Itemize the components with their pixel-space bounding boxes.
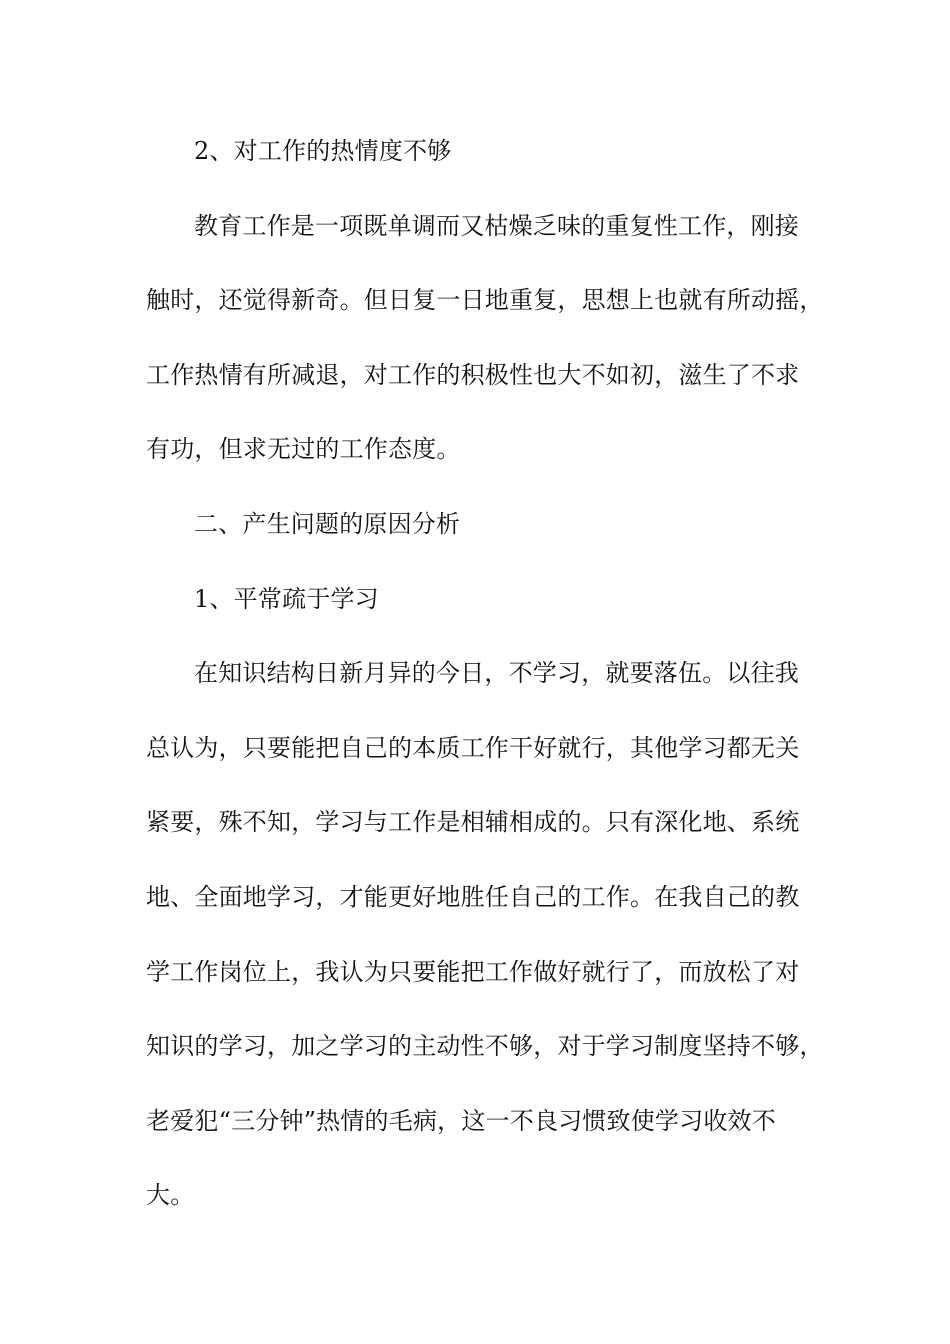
section-heading-cause-analysis: 二、产生问题的原因分析: [194, 509, 461, 538]
paragraph-line: 紧要，殊不知，学习与工作是相辅相成的。只有深化地、系统: [146, 808, 800, 837]
paragraph-line: 知识的学习，加之学习的主动性不够，对于学习制度坚持不够，: [146, 1032, 824, 1061]
paragraph-line: 学工作岗位上，我认为只要能把工作做好就行了，而放松了对: [146, 957, 800, 986]
paragraph-line: 在知识结构日新月异的今日，不学习，就要落伍。以往我: [194, 659, 799, 688]
paragraph-line: 大。: [146, 1181, 195, 1210]
paragraph-line: 总认为，只要能把自己的本质工作干好就行，其他学习都无关: [146, 733, 800, 762]
paragraph-line: 教育工作是一项既单调而又枯燥乏味的重复性工作，刚接: [194, 211, 799, 240]
paragraph-line: 工作热情有所减退，对工作的积极性也大不如初，滋生了不求: [146, 360, 800, 389]
paragraph-line: 触时，还觉得新奇。但日复一日地重复，思想上也就有所动摇，: [146, 286, 824, 315]
paragraph-line: 地、全面地学习，才能更好地胜任自己的工作。在我自己的教: [146, 882, 800, 911]
subheading-lack-of-enthusiasm: 2、对工作的热情度不够: [194, 137, 452, 165]
document-body: [146, 128, 836, 1247]
paragraph-line: 老爱犯“三分钟”热情的毛病，这一不良习惯致使学习收效不: [146, 1106, 776, 1135]
subheading-neglect-of-study: 1、平常疏于学习: [194, 584, 379, 613]
paragraph-line: 有功，但求无过的工作态度。: [146, 435, 461, 464]
